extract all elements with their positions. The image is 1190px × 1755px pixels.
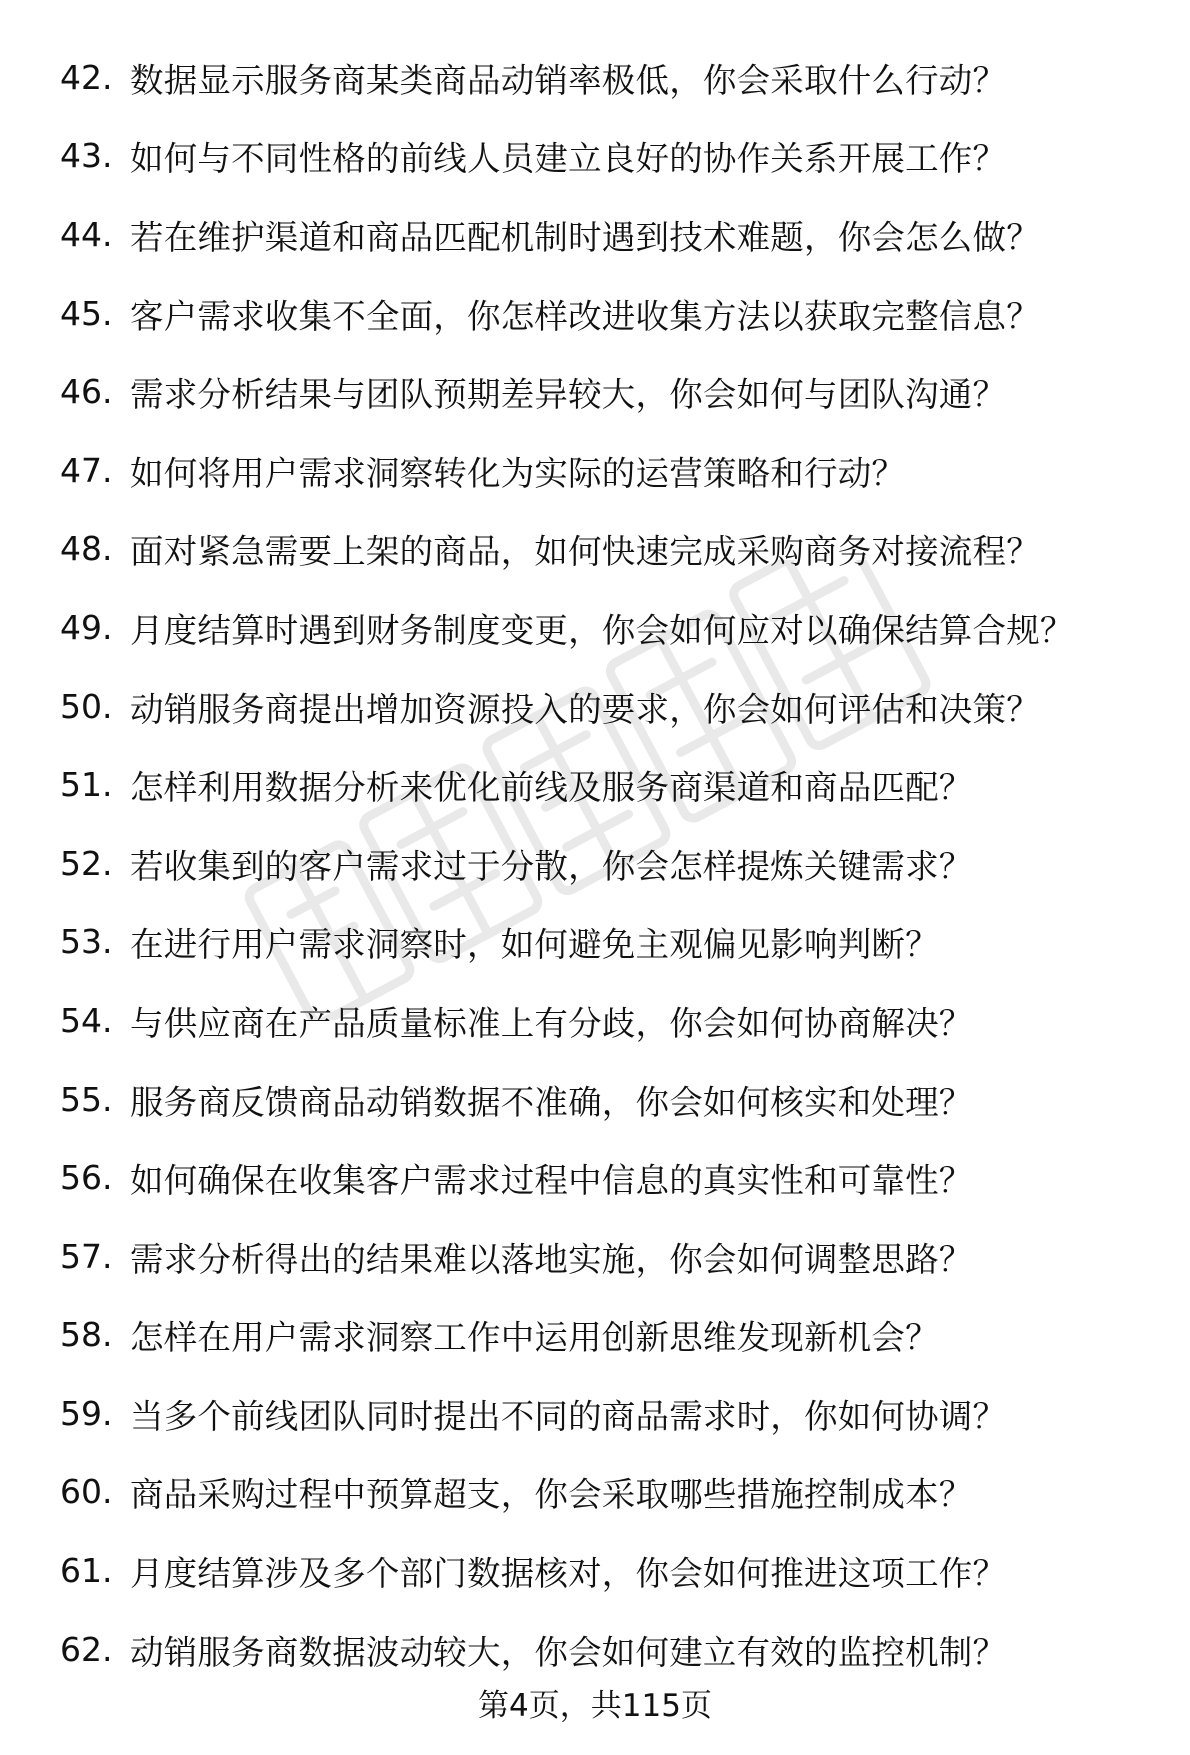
question-item: [0, 1138, 1190, 1217]
question-text: 商品采购过程中预算超支，你会采取哪些措施控制成本？: [130, 1475, 973, 1515]
question-text: 数据显示服务商某类商品动销率极低，你会采取什么行动？: [130, 60, 1007, 100]
question-item: [0, 745, 1190, 824]
question-number: 53.: [60, 922, 113, 962]
question-number: 55.: [60, 1079, 113, 1119]
question-item: [0, 903, 1190, 982]
question-number: 47.: [60, 450, 113, 490]
question-number: 61.: [60, 1551, 113, 1591]
question-text: 需求分析得出的结果难以落地实施，你会如何调整思路？: [130, 1239, 973, 1279]
question-list: [0, 38, 1190, 1688]
question-item: [0, 981, 1190, 1060]
question-number: 58.: [60, 1315, 113, 1355]
question-number: 45.: [60, 293, 113, 333]
question-item: [0, 195, 1190, 274]
question-text: 动销服务商数据波动较大，你会如何建立有效的监控机制？: [130, 1632, 1007, 1672]
question-text: 需求分析结果与团队预期差异较大，你会如何与团队沟通？: [130, 375, 1007, 415]
question-number: 49.: [60, 607, 113, 647]
question-text: 若在维护渠道和商品匹配机制时遇到技术难题，你会怎么做？: [130, 217, 1040, 257]
question-number: 42.: [60, 57, 113, 97]
question-text: 当多个前线团队同时提出不同的商品需求时，你如何协调？: [130, 1396, 1007, 1436]
question-number: 62.: [60, 1629, 113, 1669]
question-number: 60.: [60, 1472, 113, 1512]
question-number: 50.: [60, 686, 113, 726]
question-item: [0, 1060, 1190, 1139]
question-number: 43.: [60, 136, 113, 176]
question-item: [0, 510, 1190, 589]
question-number: 54.: [60, 1000, 113, 1040]
question-text: 在进行用户需求洞察时，如何避免主观偏见影响判断？: [130, 925, 939, 965]
question-text: 如何与不同性格的前线人员建立良好的协作关系开展工作？: [130, 139, 1007, 179]
question-item: [0, 117, 1190, 196]
question-item: [0, 1217, 1190, 1296]
question-item: [0, 1531, 1190, 1610]
question-number: 48.: [60, 529, 113, 569]
question-text: 动销服务商提出增加资源投入的要求，你会如何评估和决策？: [130, 689, 1040, 729]
question-text: 与供应商在产品质量标准上有分歧，你会如何协商解决？: [130, 1003, 973, 1043]
question-text: 服务商反馈商品动销数据不准确，你会如何核实和处理？: [130, 1082, 973, 1122]
question-item: [0, 352, 1190, 431]
question-text: 月度结算涉及多个部门数据核对，你会如何推进这项工作？: [130, 1554, 1007, 1594]
question-item: [0, 431, 1190, 510]
question-number: 46.: [60, 372, 113, 412]
question-text: 怎样利用数据分析来优化前线及服务商渠道和商品匹配？: [130, 768, 973, 808]
question-item: [0, 824, 1190, 903]
question-number: 44.: [60, 214, 113, 254]
question-number: 52.: [60, 843, 113, 883]
question-text: 怎样在用户需求洞察工作中运用创新思维发现新机会？: [130, 1318, 939, 1358]
question-number: 59.: [60, 1393, 113, 1433]
question-number: 51.: [60, 765, 113, 805]
question-text: 如何确保在收集客户需求过程中信息的真实性和可靠性？: [130, 1161, 973, 1201]
question-item: [0, 38, 1190, 117]
question-item: [0, 588, 1190, 667]
question-number: 57.: [60, 1236, 113, 1276]
question-text: 月度结算时遇到财务制度变更，你会如何应对以确保结算合规？: [130, 610, 1074, 650]
question-item: [0, 1453, 1190, 1532]
question-text: 面对紧急需要上架的商品，如何快速完成采购商务对接流程？: [130, 532, 1040, 572]
question-item: [0, 667, 1190, 746]
question-item: [0, 1610, 1190, 1689]
question-text: 如何将用户需求洞察转化为实际的运营策略和行动？: [130, 453, 906, 493]
question-text: 客户需求收集不全面，你怎样改进收集方法以获取完整信息？: [130, 296, 1040, 336]
question-item: [0, 274, 1190, 353]
question-text: 若收集到的客户需求过于分散，你会怎样提炼关键需求？: [130, 846, 973, 886]
question-number: 56.: [60, 1158, 113, 1198]
page-indicator: 第4页，共115页: [478, 1688, 712, 1724]
question-item: [0, 1374, 1190, 1453]
question-item: [0, 1296, 1190, 1375]
